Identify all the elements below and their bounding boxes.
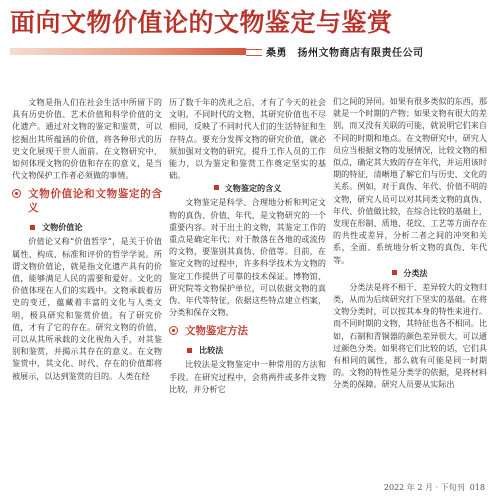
section-heading-value-theory (12, 187, 162, 215)
column-3 (333, 95, 487, 391)
page-footer (384, 482, 485, 493)
author-byline: 桑勇 扬州文物商店有限责任公司 (266, 48, 424, 59)
continued-paragraph: 历了数千年的洗礼之后，才有了今天的社会文明。不同时代的文物，其研究价值也不尽相同，反映了不同时代人们的生活特征和生存特点。要充分发挥文物的研究价值，就必须加强对文物的研究，提升工作人员的工作能力，以为鉴定和鉴赏工作奠定坚实的基础。 (169, 97, 326, 181)
continued-paragraph: 们之间的异同。如果有很多类似的东西，那就是一个时期的产物；如果文物有很大的差别，而又没有关联的可能，就说明它们来自不同的时期和地点。在文物研究中，研究人员应当根据文物的发展情况，比较文物的相似点，确定其大致的存在年代，并运用该时期的特征，清晰地了解它们与历史、文化的关系。例如，对于真伪、年代、价值不明的文物，研究人员可以对其同类文物的真伪、年代、价值做比较，在综合比较的基础上，发现在形制、质地、花纹、工艺等方面存在的共性或差异，分析二者之间的冲突和关系，全面、系统地分析文物的真伪、年代等。 (333, 96, 487, 265)
classification-paragraph: 分类法是将不相干、差异较大的文物归类，从而为后续研究打下坚实的基础。在将文物分类时，可以按其本身的特性来进行。而不同时期的文物，其特征也各不相同。比如，石制和青铜器的颜色差异很大，可以通过颜色分类。如果将它们比较的话，它们具有相同的属性，那么就有可能是同一时期的。文物的特性是分类学的依据，是将材料分类的保障。研究人员要从实际出 (333, 281, 487, 390)
byline-decoration-bar (10, 48, 246, 55)
section-bullet-icon (169, 326, 178, 335)
subheading-text: 文物鉴定的含义 (224, 183, 282, 194)
intro-paragraph: 文物是指人们在社会生活中所留下的具有历史价值、艺术价值和科学价值的文化遗产。通过对文物的鉴定和鉴赏，可以挖掘出其所蕴涵的价值，将各种形式的历史文化展现于世人面前。在文物研究中，如何体现文物的价值和存在的意义，是当代文物保护工作者必须做的事情。 (12, 97, 162, 181)
issue-date: 2022 年 2 月 · 下旬刊 (383, 483, 465, 492)
section-bullet-icon (12, 189, 21, 198)
subheading-text: 文物价值论 (42, 222, 83, 233)
square-bullet-icon (214, 185, 219, 190)
column-1 (12, 96, 162, 382)
appraisal-meaning-paragraph: 文物鉴定是科学、合理地分析和判定文物的真伪、价值、年代，是文物研究的一个重要内容。对于出土的文物，其鉴定工作的重点是确定年代；对于散落在各地的或流传的文物，要鉴别其真伪、价值等。目前，在鉴定文物的过程中，许多科学技术为文物的鉴定工作提供了可靠的技术保证。博物馆、研究院等文物保护单位，可以依据文物的真伪、年代等特征，依据这些特点建立档案，分类和保存文物。 (169, 197, 326, 318)
page-number: 018 (469, 483, 485, 492)
article-title: 面向文物价值论的文物鉴定与鉴赏 (10, 8, 393, 37)
subheading-comparison (169, 344, 326, 357)
comparison-paragraph: 比较法是文物鉴定中一种常用的方法和手段。在研究过程中，会将两件或多件文物比较，并分析它 (169, 359, 326, 394)
subheading-value-theory (12, 221, 162, 234)
byline-decoration-lines (246, 49, 262, 56)
square-bullet-icon (30, 225, 35, 230)
section-heading-text: 文物价值论和文物鉴定的含义 (28, 188, 162, 215)
subheading-appraisal-meaning (169, 182, 326, 195)
square-bullet-icon (392, 270, 397, 275)
square-bullet-icon (187, 348, 192, 353)
value-theory-paragraph: 价值论又称“价值哲学”，是关于价值属性、构成、标准和评价的哲学学说。所谓文物价值论，就是指文化遗产具有的价值，能够满足人民的需要和爱好。文化的价值体现在人们的实践中。文物承载着历史的变迁，蕴藏着丰富的文化与人类文明，极具研究和鉴赏价值。有了研究价值，才有了它的存在。研究文物的价值，可以从其所承载的文化视角入手，对其鉴别和鉴赏，并揭示其存在的意义。在文物鉴赏中，其文化、时代、存在的价值都将被展示，以达到鉴赏的目的。人类在经 (12, 236, 162, 381)
subheading-classification (333, 267, 487, 280)
section-heading-text: 文物鉴定方法 (185, 325, 248, 338)
section-heading-methods (169, 324, 326, 338)
subheading-text: 比较法 (199, 345, 224, 356)
column-2 (169, 96, 326, 395)
subheading-text: 分类法 (403, 267, 428, 278)
